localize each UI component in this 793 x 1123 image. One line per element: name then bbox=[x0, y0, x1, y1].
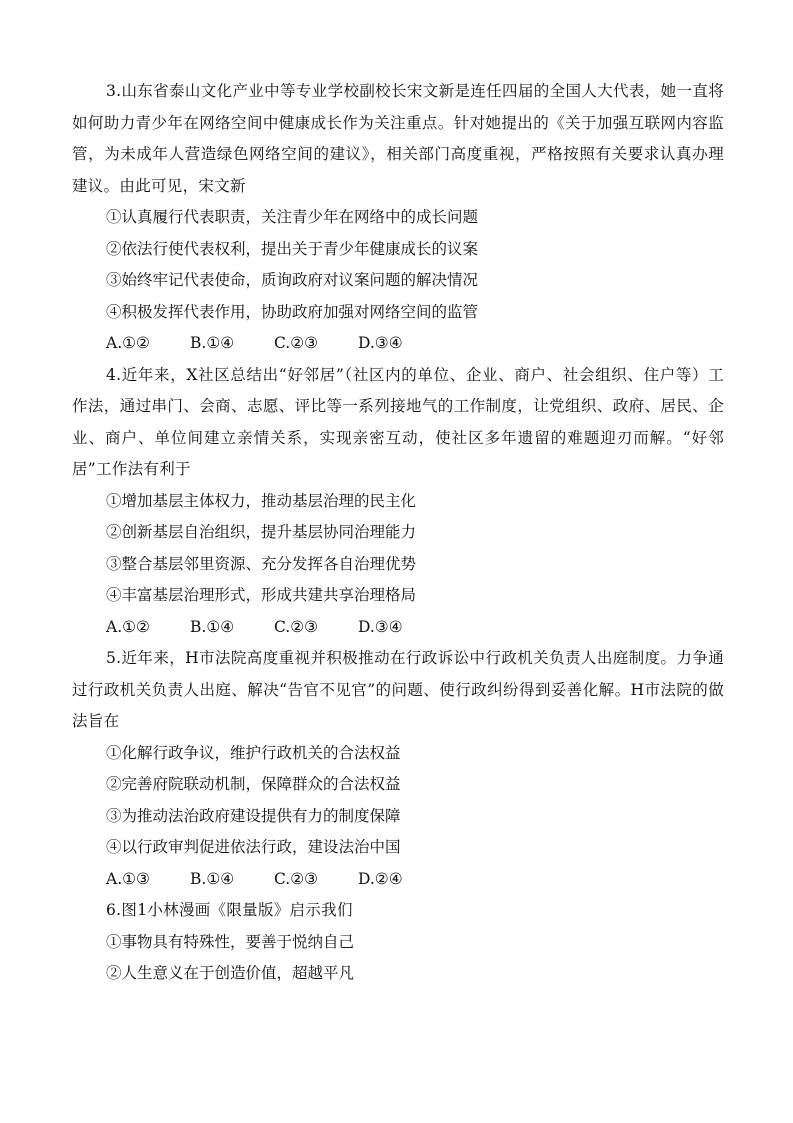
statement-option: ②人生意义在于创造价值，超越平凡 bbox=[106, 964, 355, 982]
statement-option: ②依法行使代表权利，提出关于青少年健康成长的议案 bbox=[106, 239, 479, 258]
statement-option: ②完善府院联动机制，保障群众的合法权益 bbox=[106, 775, 401, 793]
choice-a: A.①② bbox=[106, 334, 150, 352]
statement-option: ③始终牢记代表使命，质询政府对议案问题的解决情况 bbox=[106, 271, 479, 289]
question-stem: 4.近年来，X社区总结出“好邻居”（社区内的单位、企业、商户、社会组织、住户等）工作法，通过串门、会商、志愿、评比等一系列接地气的工作制度，让党组织、政府、居民、企业、商户、单位间建立亲情关系，实现亲密互动，使社区多年遗留的难题迎刃而解。“好邻居”工作法有利于 bbox=[72, 365, 724, 478]
choice-a: A.①③ bbox=[106, 869, 150, 888]
question-stem: 5.近年来，H市法院高度重视并积极推动在行政诉讼中行政机关负责人出庭制度。力争通过行政机关负责人出庭、解决“告官不见官”的问题、使行政纠纷得到妥善化解。H市法院的做法旨在 bbox=[72, 649, 724, 730]
choice-b: B.①④ bbox=[190, 334, 235, 352]
answer-choices bbox=[72, 864, 724, 896]
question-stem: 6.图1小林漫画《限量版》启示我们 bbox=[106, 901, 353, 919]
question-4 bbox=[72, 360, 724, 644]
statement-option: ④以行政审判促进依法行政，建设法治中国 bbox=[106, 838, 401, 856]
choice-d: D.③④ bbox=[358, 617, 403, 636]
question-6 bbox=[72, 895, 724, 990]
statement-option: ③整合基层邻里资源、充分发挥各自治理优势 bbox=[106, 554, 417, 573]
choice-d: D.②④ bbox=[358, 869, 403, 888]
answer-choices bbox=[72, 612, 724, 644]
statement-option: ①增加基层主体权力，推动基层治理的民主化 bbox=[106, 491, 417, 510]
choice-b: B.①④ bbox=[190, 617, 235, 636]
choice-a: A.①② bbox=[106, 617, 150, 636]
statement-option: ③为推动法治政府建设提供有力的制度保障 bbox=[106, 806, 401, 825]
question-5 bbox=[72, 643, 724, 895]
choice-c: C.②③ bbox=[274, 869, 319, 888]
choice-b: B.①④ bbox=[190, 869, 235, 888]
exam-page bbox=[72, 76, 724, 990]
statement-option: ①化解行政争议，维护行政机关的合法权益 bbox=[106, 743, 401, 762]
choice-c: C.②③ bbox=[274, 617, 319, 636]
choice-d: D.③④ bbox=[358, 334, 403, 352]
answer-choices bbox=[72, 328, 724, 360]
question-3 bbox=[72, 76, 724, 360]
statement-option: ④积极发挥代表作用，协助政府加强对网络空间的监管 bbox=[106, 302, 479, 321]
statement-option: ①事物具有特殊性，要善于悦纳自己 bbox=[106, 932, 355, 951]
question-stem: 3.山东省泰山文化产业中等专业学校副校长宋文新是连任四届的全国人大代表，她一直将如何助力青少年在网络空间中健康成长作为关注重点。针对她提出的《关于加强互联网内容监管，为未成年人营造绿色网络空间的建议》，相关部门高度重视，严格按照有关要求认真办理建议。由此可见，宋文新 bbox=[72, 82, 724, 195]
statement-option: ②创新基层自治组织，提升基层协同治理能力 bbox=[106, 523, 417, 541]
choice-c: C.②③ bbox=[274, 334, 319, 352]
statement-option: ①认真履行代表职责，关注青少年在网络中的成长问题 bbox=[106, 208, 479, 226]
statement-option: ④丰富基层治理形式，形成共建共享治理格局 bbox=[106, 586, 417, 604]
